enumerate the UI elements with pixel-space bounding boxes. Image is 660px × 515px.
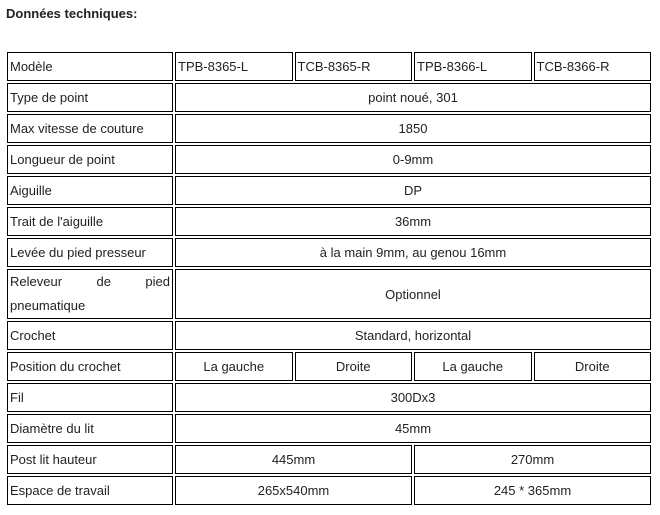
table-row [7,445,651,474]
row-value: Optionnel [175,269,651,319]
table-row [7,114,651,143]
row-label: Diamètre du lit [7,414,173,443]
row-value: Droite [534,352,652,381]
row-label: Releveur de pied pneumatique [7,269,173,319]
row-label: Max vitesse de couture [7,114,173,143]
table-row [7,83,651,112]
model-cell: TCB-8365-R [295,52,413,81]
table-row [7,383,651,412]
section-title: Données techniques: [6,6,138,21]
row-value: Standard, horizontal [175,321,651,350]
table-row [7,238,651,267]
row-label: Fil [7,383,173,412]
row-value: 300Dx3 [175,383,651,412]
row-value: 270mm [414,445,651,474]
row-value: 36mm [175,207,651,236]
row-value: 45mm [175,414,651,443]
model-cell: TCB-8366-R [534,52,652,81]
row-label: Aiguille [7,176,173,205]
table-row [7,414,651,443]
row-label: Post lit hauteur [7,445,173,474]
header-cell: Modèle [7,52,173,81]
table-row [7,269,651,319]
row-value: DP [175,176,651,205]
row-value: point noué, 301 [175,83,651,112]
model-cell: TPB-8366-L [414,52,532,81]
row-value: La gauche [175,352,293,381]
table-row [7,207,651,236]
row-value: 245 * 365mm [414,476,651,505]
spec-table [5,50,653,507]
row-label: Crochet [7,321,173,350]
table-row [7,321,651,350]
row-value: 445mm [175,445,412,474]
row-value: 1850 [175,114,651,143]
row-label: Trait de l'aiguille [7,207,173,236]
row-value: 0-9mm [175,145,651,174]
row-value: Droite [295,352,413,381]
table-row [7,176,651,205]
row-label: Levée du pied presseur [7,238,173,267]
table-row [7,352,651,381]
table-row [7,52,651,81]
row-label: Position du crochet [7,352,173,381]
row-label: Espace de travail [7,476,173,505]
row-value: à la main 9mm, au genou 16mm [175,238,651,267]
row-value: 265x540mm [175,476,412,505]
model-cell: TPB-8365-L [175,52,293,81]
table-row [7,476,651,505]
row-value: La gauche [414,352,532,381]
row-label: Type de point [7,83,173,112]
table-row [7,145,651,174]
row-label: Longueur de point [7,145,173,174]
